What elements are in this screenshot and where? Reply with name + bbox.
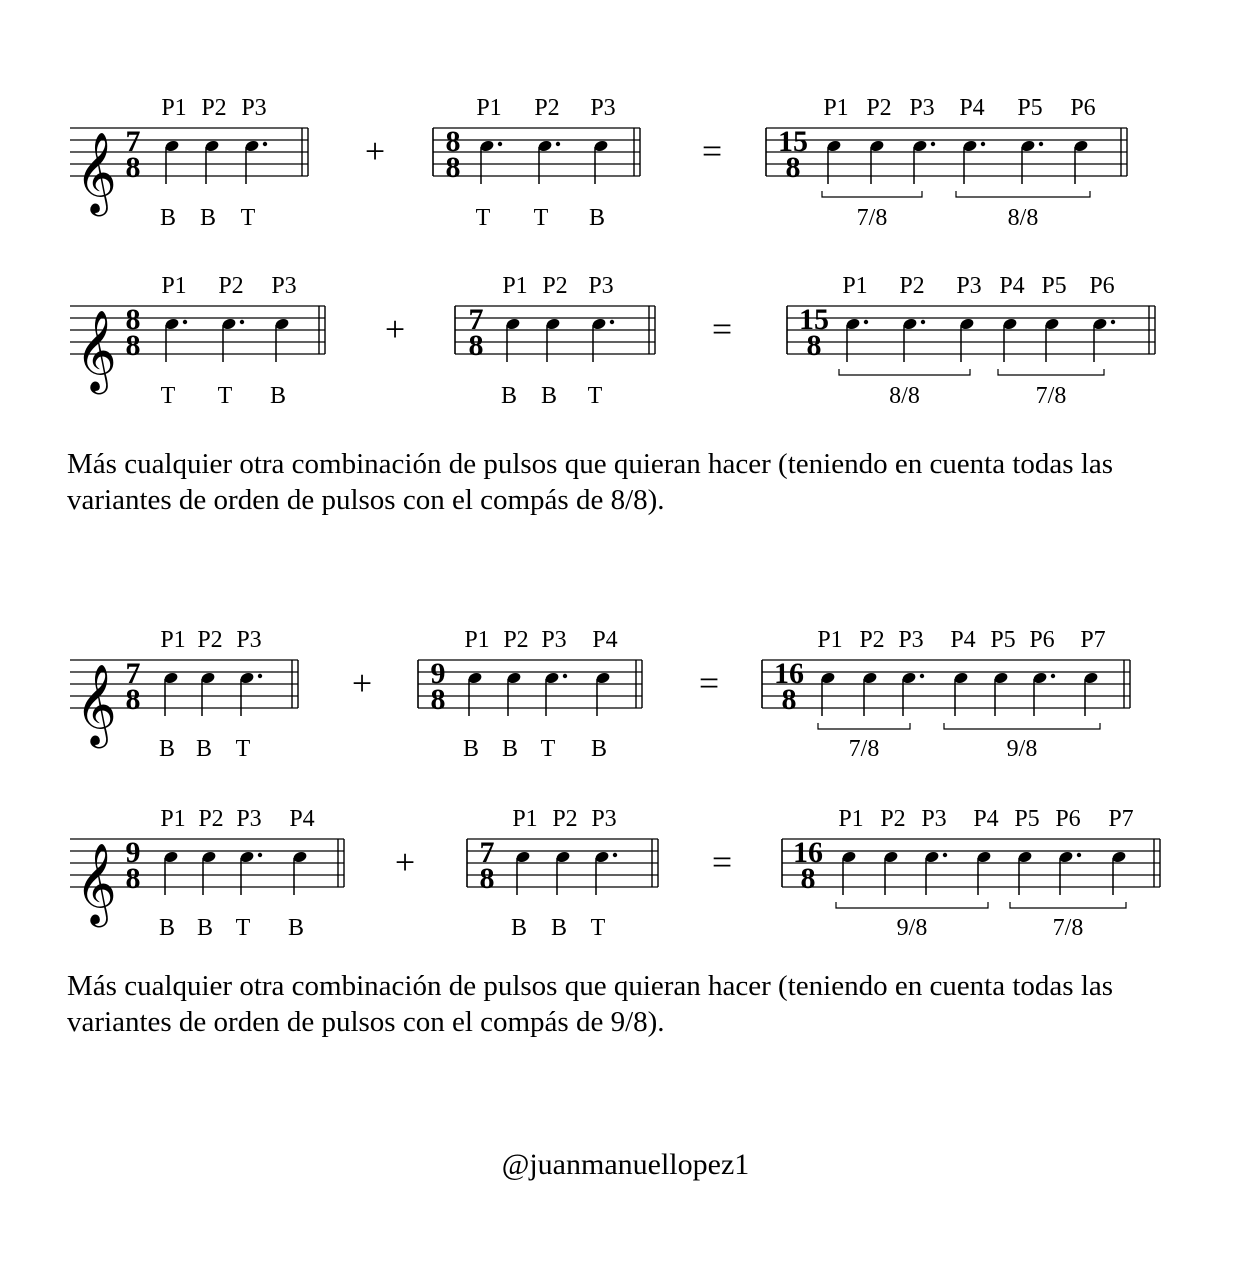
time-signature-numerator: 15 — [778, 125, 808, 158]
augmentation-dot — [563, 674, 567, 678]
bracket-label: 9/8 — [1006, 736, 1038, 762]
stress-label: B — [590, 736, 608, 762]
grouping-bracket — [839, 369, 970, 375]
bracket-label: 9/8 — [896, 915, 928, 941]
pulse-label: P3 — [921, 806, 947, 832]
pulse-label: P4 — [959, 95, 985, 121]
stress-label: T — [590, 915, 606, 941]
pulse-label: P1 — [823, 95, 849, 121]
pulse-label: P3 — [271, 273, 297, 299]
augmentation-dot — [864, 320, 868, 324]
time-signature-numerator: 16 — [793, 836, 823, 869]
time-signature-denominator: 8 — [430, 683, 446, 716]
time-signature-numerator: 9 — [430, 657, 446, 690]
pulse-label: P1 — [464, 627, 490, 653]
stress-label: T — [235, 736, 251, 762]
stress-label: B — [199, 205, 217, 231]
time-signature-numerator: 7 — [479, 836, 495, 869]
bracket-label: 7/8 — [1035, 383, 1067, 409]
pulse-label: P3 — [909, 95, 935, 121]
measure — [70, 806, 344, 941]
time-signature-denominator: 8 — [800, 862, 816, 895]
pulse-label: P2 — [201, 95, 227, 121]
grouping-bracket — [1010, 902, 1126, 908]
pulse-label: P1 — [161, 95, 187, 121]
grouping-bracket — [956, 191, 1090, 197]
pulse-label: P3 — [956, 273, 982, 299]
stress-label: T — [235, 915, 251, 941]
measure — [455, 273, 655, 409]
equals-sign: = — [698, 663, 720, 703]
augmentation-dot — [943, 853, 947, 857]
stress-label: B — [510, 915, 528, 941]
augmentation-dot — [183, 320, 187, 324]
stress-label: B — [158, 736, 176, 762]
stress-label: B — [588, 205, 606, 231]
pulse-label: P2 — [880, 806, 906, 832]
stress-label: B — [501, 736, 519, 762]
augmentation-dot — [1039, 142, 1043, 146]
time-signature-numerator: 7 — [125, 125, 141, 158]
pulse-label: P1 — [502, 273, 528, 299]
time-signature-denominator: 8 — [125, 683, 141, 716]
bracket-label: 7/8 — [848, 736, 880, 762]
treble-clef-icon: 𝄞 — [75, 313, 117, 390]
augmentation-dot — [258, 674, 262, 678]
time-signature-numerator: 15 — [799, 303, 829, 336]
grouping-bracket — [822, 191, 922, 197]
augmentation-dot — [931, 142, 935, 146]
notation-row — [70, 627, 1130, 762]
time-signature-denominator: 8 — [125, 329, 141, 362]
time-signature-denominator: 8 — [125, 151, 141, 184]
time-signature-denominator: 8 — [806, 329, 822, 362]
measure — [782, 806, 1160, 941]
time-signature-numerator: 8 — [445, 125, 461, 158]
stress-label: T — [540, 736, 556, 762]
pulse-label: P6 — [1070, 95, 1096, 121]
pulse-label: P1 — [160, 806, 186, 832]
pulse-label: P6 — [1089, 273, 1115, 299]
pulse-label: P3 — [590, 95, 616, 121]
augmentation-dot — [613, 853, 617, 857]
pulse-label: P5 — [1041, 273, 1067, 299]
stress-label: B — [158, 915, 176, 941]
bracket-label: 7/8 — [1052, 915, 1084, 941]
pulse-label: P1 — [842, 273, 868, 299]
pulse-label: P2 — [899, 273, 925, 299]
pulse-label: P6 — [1029, 627, 1055, 653]
pulse-label: P3 — [588, 273, 614, 299]
measure — [418, 627, 642, 762]
stress-label: T — [240, 205, 256, 231]
augmentation-dot — [258, 853, 262, 857]
stress-label: B — [287, 915, 305, 941]
stress-label: T — [533, 205, 549, 231]
pulse-label: P1 — [512, 806, 538, 832]
pulse-label: P5 — [1014, 806, 1040, 832]
grouping-bracket — [944, 723, 1100, 729]
augmentation-dot — [1051, 674, 1055, 678]
time-signature-numerator: 7 — [468, 303, 484, 336]
pulse-label: P2 — [503, 627, 529, 653]
pulse-label: P7 — [1108, 806, 1134, 832]
stress-label: T — [587, 383, 603, 409]
measure — [766, 95, 1127, 231]
time-signature-denominator: 8 — [125, 862, 141, 895]
time-signature-numerator: 7 — [125, 657, 141, 690]
measure — [467, 806, 658, 941]
stress-label: B — [269, 383, 287, 409]
pulse-label: P3 — [898, 627, 924, 653]
time-signature-denominator: 8 — [781, 683, 797, 716]
augmentation-dot — [981, 142, 985, 146]
pulse-label: P2 — [866, 95, 892, 121]
pulse-label: P1 — [160, 627, 186, 653]
pulse-label: P3 — [541, 627, 567, 653]
bracket-label: 8/8 — [889, 383, 920, 409]
stress-label: T — [217, 383, 233, 409]
notation-row — [70, 273, 1155, 409]
pulse-label: P1 — [817, 627, 843, 653]
augmentation-dot — [263, 142, 267, 146]
pulse-label: P3 — [236, 627, 262, 653]
author-credit: @juanmanuellopez1 — [501, 1148, 750, 1181]
pulse-label: P2 — [198, 806, 224, 832]
pulse-label: P3 — [591, 806, 617, 832]
stress-label: T — [475, 205, 491, 231]
measure — [70, 95, 308, 231]
grouping-bracket — [836, 902, 988, 908]
stress-label: B — [540, 383, 558, 409]
pulse-label: P2 — [197, 627, 223, 653]
pulse-label: P6 — [1055, 806, 1081, 832]
time-signature-numerator: 9 — [125, 836, 141, 869]
stress-label: T — [160, 383, 176, 409]
equals-sign: = — [701, 131, 723, 171]
augmentation-dot — [1111, 320, 1115, 324]
augmentation-dot — [921, 320, 925, 324]
pulse-label: P4 — [973, 806, 999, 832]
pulse-label: P5 — [990, 627, 1016, 653]
grouping-bracket — [818, 723, 910, 729]
pulse-label: P3 — [236, 806, 262, 832]
stress-label: B — [462, 736, 480, 762]
time-signature-denominator: 8 — [468, 329, 484, 362]
augmentation-dot — [498, 142, 502, 146]
pulse-label: P7 — [1080, 627, 1106, 653]
pulse-label: P2 — [534, 95, 560, 121]
time-signature-denominator: 8 — [785, 151, 801, 184]
time-signature-denominator: 8 — [445, 151, 461, 184]
bracket-label: 7/8 — [856, 205, 888, 231]
grouping-bracket — [998, 369, 1104, 375]
stress-label: B — [196, 915, 214, 941]
time-signature-numerator: 16 — [774, 657, 804, 690]
treble-clef-icon: 𝄞 — [75, 135, 117, 212]
pulse-label: P1 — [476, 95, 502, 121]
pulse-label: P4 — [592, 627, 618, 653]
plus-sign: + — [394, 842, 416, 882]
time-signature-numerator: 8 — [125, 303, 141, 336]
pulse-label: P2 — [218, 273, 244, 299]
pulse-label: P1 — [161, 273, 187, 299]
bracket-label: 8/8 — [1007, 205, 1039, 231]
stress-label: B — [500, 383, 518, 409]
pulse-label: P2 — [552, 806, 578, 832]
augmentation-dot — [240, 320, 244, 324]
equals-sign: = — [711, 309, 733, 349]
treble-clef-icon: 𝄞 — [75, 846, 117, 923]
pulse-label: P4 — [999, 273, 1025, 299]
pulse-label: P4 — [289, 806, 315, 832]
augmentation-dot — [920, 674, 924, 678]
time-signature-denominator: 8 — [479, 862, 495, 895]
equals-sign: = — [711, 842, 733, 882]
pulse-label: P2 — [542, 273, 568, 299]
augmentation-dot — [610, 320, 614, 324]
pulse-label: P3 — [241, 95, 267, 121]
pulse-label: P4 — [950, 627, 976, 653]
pulse-label: P2 — [859, 627, 885, 653]
measure — [762, 627, 1130, 762]
notation-row — [70, 806, 1160, 941]
augmentation-dot — [556, 142, 560, 146]
augmentation-dot — [1077, 853, 1081, 857]
stress-label: B — [195, 736, 213, 762]
treble-clef-icon: 𝄞 — [75, 667, 117, 744]
measure — [787, 273, 1155, 409]
pulse-label: P5 — [1017, 95, 1043, 121]
measure — [70, 273, 325, 409]
plus-sign: + — [364, 131, 386, 171]
measure — [70, 627, 298, 762]
plus-sign: + — [351, 663, 373, 703]
notation-row — [70, 95, 1127, 231]
plus-sign: + — [384, 309, 406, 349]
explanation-paragraph-8-8: Más cualquier otra combinación de pulsos que quieran hacer (teniendo en cuenta todas las variantes de orden de pulsos con el compás de 8/8). — [67, 448, 1114, 516]
stress-label: B — [550, 915, 568, 941]
stress-label: B — [159, 205, 177, 231]
measure — [433, 95, 640, 231]
explanation-paragraph-9-8: Más cualquier otra combinación de pulsos que quieran hacer (teniendo en cuenta todas las variantes de orden de pulsos con el compás de 9/8). — [67, 970, 1114, 1038]
pulse-label: P1 — [838, 806, 864, 832]
